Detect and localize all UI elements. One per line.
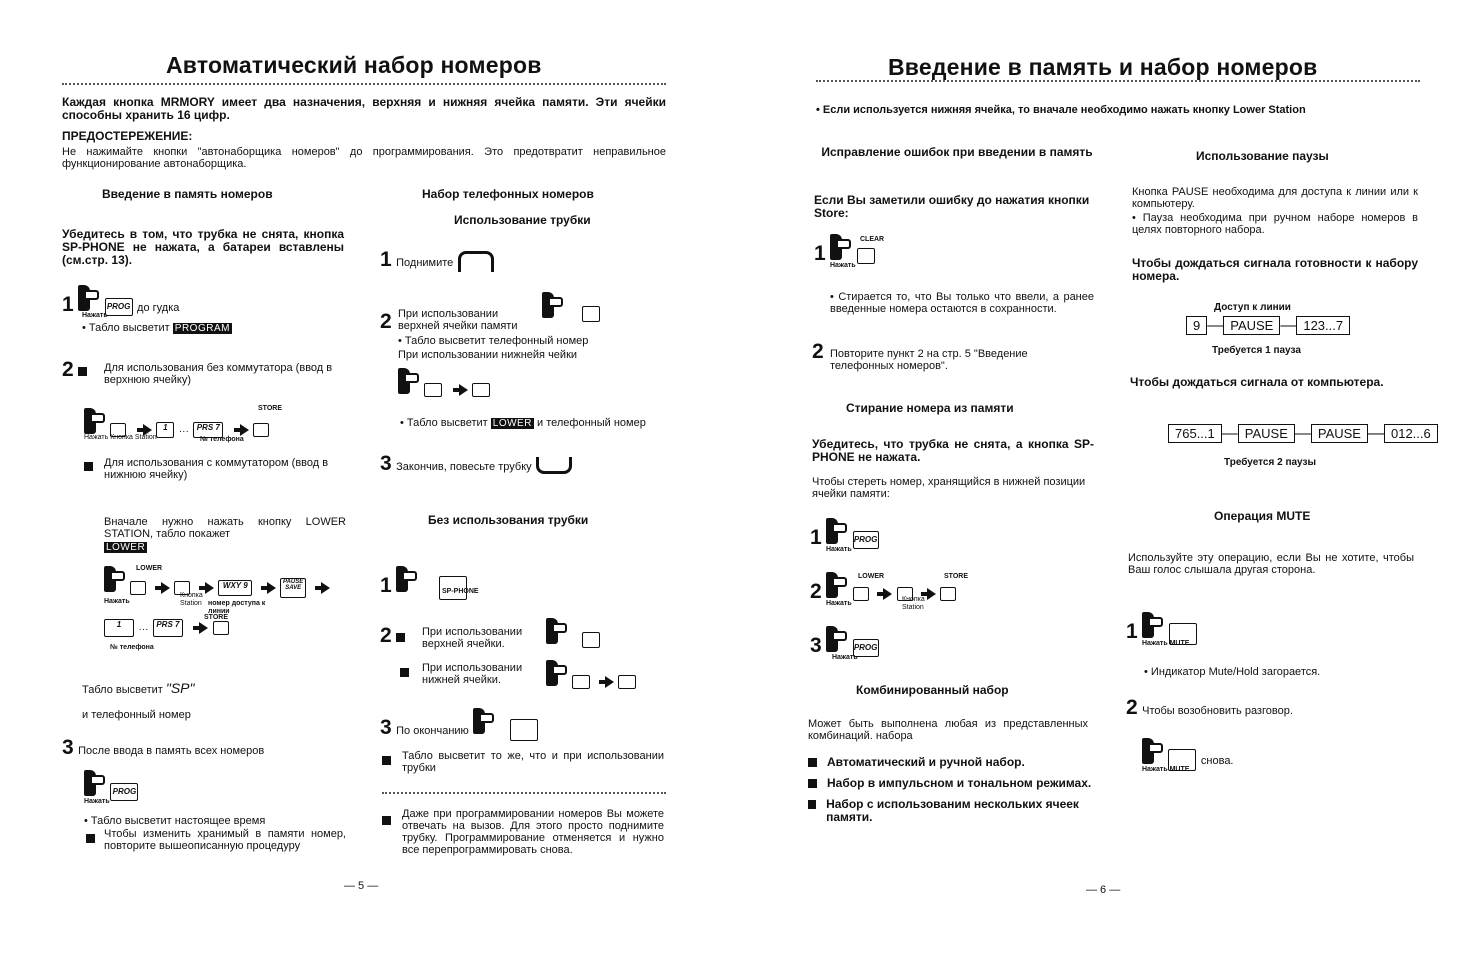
step-3-note-2: Чтобы изменить хранимый в памяти номер, повторите вышеописанную процедуру (104, 828, 346, 852)
arrow-icon (883, 588, 892, 600)
erase-heading: Стирание номера из памяти (846, 401, 1014, 415)
digit-box: 9 (1186, 316, 1207, 335)
hand-press-icon (473, 708, 495, 734)
erase-check: Убедитесь, что трубка не снята, а кнопка SP-PHONE не нажата. (812, 437, 1094, 464)
step-number: 1 (810, 526, 822, 549)
prog-key-icon: PROG (110, 783, 138, 801)
dial-step-2 (380, 310, 392, 334)
display-lower: LOWER (492, 418, 532, 429)
nohandset-step-2a: При использовании верхней ячейки. (422, 626, 523, 650)
arrow-icon (605, 676, 614, 688)
mute-step-2 (1126, 696, 1293, 720)
left-page-title: Автоматический набор номеров (166, 52, 542, 78)
sp-phone-label: SP-PHONE (442, 588, 479, 595)
press-label: Нажать (826, 546, 852, 553)
bullet-square-icon (808, 779, 817, 788)
step-number: 1 (380, 248, 392, 271)
col-heading-memory-entry: Введение в память номеров (102, 187, 273, 201)
shows-sp-text: Табло высветит "SP" (82, 680, 195, 696)
clear-label: CLEAR (860, 236, 885, 243)
step-number: 1 (380, 574, 392, 597)
phone-number-label: № телефона (110, 644, 154, 651)
step-number: 1 (1126, 620, 1138, 643)
pause-text-1: Кнопка PAUSE необходима для доступа к линии или к компьютеру. (1132, 186, 1418, 210)
nohandset-step-2b: При использовании нижней ячейки. (422, 662, 523, 686)
lower-key-icon (130, 581, 146, 595)
step-number: 2 (380, 624, 392, 647)
combo-item: Автоматический и ручной набор. (808, 756, 1098, 769)
press-label: Нажать (830, 262, 856, 269)
press-label: Нажать (104, 598, 130, 605)
hand-press-icon (542, 292, 564, 318)
pause-save-key-icon: PAUSE SAVE (280, 578, 306, 598)
upper-cell-diagram (546, 618, 600, 649)
sub-heading-no-handset: Без использования трубки (428, 513, 589, 527)
step-2-text: Для использования без коммутатора (ввод в верхнюю ячейку) (104, 362, 333, 386)
right-title-rule (816, 80, 1420, 82)
bullet-square-icon (382, 756, 391, 765)
station-key-icon (618, 675, 636, 689)
press-label: Нажать (82, 312, 108, 319)
lower-key-icon (424, 383, 442, 397)
step-3-row (62, 736, 264, 760)
lower-cell-diagram (398, 368, 490, 399)
hand-press-icon (104, 566, 126, 592)
press-station-label: Нажать Кнопка Station (84, 434, 157, 441)
hand-press-icon (1142, 612, 1164, 638)
press-label: Нажать (826, 600, 852, 607)
hand-press-icon (546, 660, 568, 686)
bullet-square-icon (400, 668, 409, 677)
store-key-icon (213, 621, 229, 635)
prs7-key-icon: PRS 7 (153, 619, 183, 637)
lower-cell-diagram (546, 660, 636, 691)
key-1-icon: 1 (156, 422, 174, 438)
step-number: 1 (62, 293, 74, 316)
mute-text: Используйте эту операцию, если Вы не хотите, чтобы Ваш голос слышала другая сторона. (1128, 552, 1414, 576)
combo-item: Набор в импульсном и тональном режимах. (808, 777, 1098, 790)
arrow-icon (267, 582, 276, 594)
press-label: Нажать (84, 798, 110, 805)
hand-press-icon (546, 618, 568, 644)
mute-heading: Операция MUTE (1214, 509, 1311, 523)
pause-sub-1: Чтобы дождаться сигнала готовности к набору номера. (1132, 256, 1418, 283)
clear-key-icon (857, 248, 875, 264)
line-access-label: Доступ к линии (1214, 302, 1291, 313)
col2-divider (382, 792, 666, 794)
pause-sequence-2: 765...1 — PAUSE — PAUSE — 012...6 (1168, 424, 1438, 443)
step-number: 1 (814, 242, 826, 265)
prog-key-icon: PROG (105, 298, 133, 316)
clear-step-2 (812, 340, 824, 364)
arrow-icon (459, 384, 468, 396)
dial-step-1-text: Поднимите (396, 257, 454, 269)
upper-entry-diagram: 1 ··· PRS 7 (84, 408, 294, 448)
wxy9-key-icon: WXY 9 (218, 580, 252, 596)
right-bullet: • Если используется нижняя ячейка, то вначале необходимо нажать кнопку Lower Station (816, 104, 1306, 116)
page-number-left: — 5 — (344, 880, 379, 892)
step-3-note-2-row (86, 830, 95, 848)
arrow-icon (161, 582, 170, 594)
display-program: PROGRAM (174, 323, 230, 334)
hand-press-icon (84, 408, 106, 434)
pause-box: PAUSE (1223, 316, 1280, 335)
lower-entry-diagram-2: 1 ··· PRS 7 (104, 619, 229, 637)
store-label: STORE (258, 405, 282, 412)
mute-again-text: снова. (1200, 755, 1234, 767)
hand-press-icon (396, 566, 418, 592)
step-number: 2 (62, 358, 74, 381)
step-number: 2 (1126, 696, 1138, 719)
phone-number-label: № телефона (200, 436, 244, 443)
step-1-note-text: • Табло высветит (82, 322, 170, 334)
pause-box: PAUSE (1238, 424, 1295, 443)
dial-step-3-text: Закончив, повесьте трубку (396, 461, 532, 473)
left-title-rule (62, 83, 666, 85)
press-mute-label: Нажать MUTE (1142, 766, 1190, 773)
bullet-square-icon (84, 462, 93, 471)
bullet-square-icon (808, 800, 816, 809)
pause-box: PAUSE (1311, 424, 1368, 443)
lower-key-icon (572, 675, 590, 689)
digit-box: 765...1 (1168, 424, 1222, 443)
lower-label: LOWER (136, 565, 163, 572)
press-mute-label: Нажать MUTE (1142, 640, 1190, 647)
store-label: STORE (944, 573, 968, 580)
step-3-note-1: • Табло высветит настоящее время (84, 815, 266, 827)
need-one-pause: Требуется 1 пауза (1212, 345, 1301, 356)
line-access-label: номер доступа к линии (208, 600, 266, 615)
col-heading-error-correction: Исправление ошибок при введении в память (821, 145, 1093, 159)
digit-box: 012...6 (1384, 424, 1438, 443)
hand-press-icon (398, 368, 420, 394)
step-number: 3 (810, 634, 822, 657)
bullet-square-icon (396, 633, 405, 642)
store-key-icon (940, 587, 956, 601)
step-number: 2 (810, 580, 822, 603)
and-number-text: и телефонный номер (82, 709, 191, 721)
precheck-text: Убедитесь в том, что трубка не снята, кнопка SP-PHONE не нажата, а батареи вставлены (см.стр. 13). (62, 227, 344, 267)
station-key-icon (582, 306, 600, 322)
prog-key-icon: PROG (853, 531, 879, 549)
dial-step-2-note-3: • Табло высветит LOWER и телефонный номер (400, 417, 646, 429)
station-key-icon (582, 632, 600, 648)
dial-step-2-text: При использовании верхней ячейки памяти (398, 308, 518, 332)
step-1-text: до гудка (137, 302, 180, 314)
sp-phone-key-icon (510, 719, 538, 741)
col-heading-pause: Использование паузы (1196, 149, 1329, 163)
bullet-square-icon (382, 816, 391, 825)
combo-item: Набор с использованим нескольких ячеек памяти. (808, 798, 1098, 824)
combo-text: Может быть выполнена любая из представленных комбинаций. набора (808, 718, 1088, 742)
bullet-square-icon (808, 758, 817, 767)
pause-text-2: • Пауза необходима при ручном наборе номеров в целях повторного набора. (1132, 212, 1418, 236)
nohandset-step-2 (380, 624, 405, 648)
lower-label: LOWER (858, 573, 885, 580)
digit-box: 123...7 (1296, 316, 1350, 335)
error-sub: Если Вы заметили ошибку до нажатия кнопки Store: (814, 193, 1090, 220)
handset-hangup-icon (536, 457, 572, 474)
step-3-diagram (84, 770, 138, 801)
step-2b-text: Для использования с коммутатором (ввод в нижнюю ячейку) (104, 457, 329, 481)
step-number: 3 (380, 452, 392, 475)
step-1-note (82, 322, 232, 335)
store-label: STORE (204, 614, 228, 621)
left-intro: Каждая кнопка MRMORY имеет два назначения, верхняя и нижняя ячейка памяти. Эти ячейки способны хранить 16 цифр. (62, 95, 666, 122)
sub-heading-handset: Использование трубки (454, 213, 591, 227)
combo-heading: Комбинированный набор (856, 683, 1009, 697)
col-heading-dialing: Набор телефонных номеров (422, 187, 594, 201)
dial-step-3 (380, 452, 572, 476)
step-3-text: После ввода в память всех номеров (78, 745, 265, 757)
pause-sub-2: Чтобы дождаться сигнала от компьютера. (1130, 375, 1384, 389)
pause-sequence-1: 9 — PAUSE — 123...7 (1186, 316, 1350, 335)
lower-key-icon (853, 587, 869, 601)
warning-title: ПРЕДОСТЕРЕЖЕНИЕ: (62, 129, 193, 143)
hand-press-icon (826, 572, 848, 598)
step-number: 3 (380, 716, 392, 739)
erase-text: Чтобы стереть номер, хранящийся в нижней позиции ячейки памяти: (812, 476, 1086, 500)
step-number: 2 (380, 310, 392, 333)
nohandset-step-2b-bullet (400, 664, 409, 682)
nohandset-step-3 (380, 708, 538, 741)
page-number-right: — 6 — (1086, 884, 1121, 896)
hand-press-icon (84, 770, 106, 796)
right-page-title: Введение в память и набор номеров (888, 54, 1318, 80)
display-lower: LOWER (106, 542, 146, 553)
dial-step-2-note-2: При использовании нижнейя чейки (398, 349, 578, 361)
bullet-square-icon (86, 834, 95, 843)
dial-step-2-note-1: • Табло высветит телефонный номер (398, 335, 589, 347)
clear-note: • Стирается то, что Вы только что ввели, а ранее введенные номера остаются в сохранности. (830, 291, 1094, 315)
combo-list (808, 756, 1098, 824)
step-2b-row (84, 458, 93, 476)
nohandset-note-bullet (382, 752, 391, 770)
prog-key-icon: PROG (853, 639, 879, 657)
final-note: Даже при программировании номеров Вы можете отвечать на вызов. Для этого просто поднимите трубку. Программирование отменяется и нужно все перепрограммировать снова. (402, 808, 664, 856)
lower-first-text: Вначале нужно нажать кнопку LOWER STATION, табло покажет (104, 516, 346, 540)
final-note-bullet (382, 812, 391, 830)
hand-press-icon (826, 626, 848, 652)
hand-press-icon (78, 285, 100, 311)
station-label: Кнопка Station (902, 596, 925, 611)
dial-step-1 (380, 248, 494, 272)
key-1-icon: 1 (104, 619, 134, 637)
warning-text: Не нажимайте кнопки "автонаборщика номеров" до программирования. Это предотвратит неправильное функционирование автонаборщика. (62, 146, 666, 170)
handset-lift-icon (458, 251, 494, 272)
step-number: 2 (812, 340, 824, 363)
press-label: Нажать (832, 654, 858, 661)
step-number: 3 (62, 736, 74, 759)
bullet-square-icon (78, 367, 87, 376)
hand-press-icon (830, 234, 852, 260)
need-two-pauses: Требуется 2 паузы (1224, 457, 1316, 468)
prs7-key-icon: PRS 7 (193, 422, 223, 438)
nohandset-note: Табло высветит то же, что и при использовании трубки (402, 750, 664, 774)
mute-note: • Индикатор Mute/Hold загорается. (1144, 666, 1321, 678)
hand-press-icon (1142, 738, 1164, 764)
clear-step-2-text: Повторите пункт 2 на стр. 5 "Введение телефонных номеров". (830, 348, 1028, 372)
upper-cell-diagram (542, 292, 600, 323)
arrow-icon (240, 424, 249, 436)
station-label: Кнопка Station (180, 592, 203, 607)
arrow-icon (321, 582, 330, 594)
store-key-icon (253, 423, 269, 437)
arrow-icon (199, 622, 208, 634)
mute-step-2-text: Чтобы возобновить разговор. (1142, 705, 1293, 717)
station-key-icon (472, 383, 490, 397)
hand-press-icon (826, 518, 848, 544)
nohandset-step-3-text: По окончанию (396, 725, 469, 737)
